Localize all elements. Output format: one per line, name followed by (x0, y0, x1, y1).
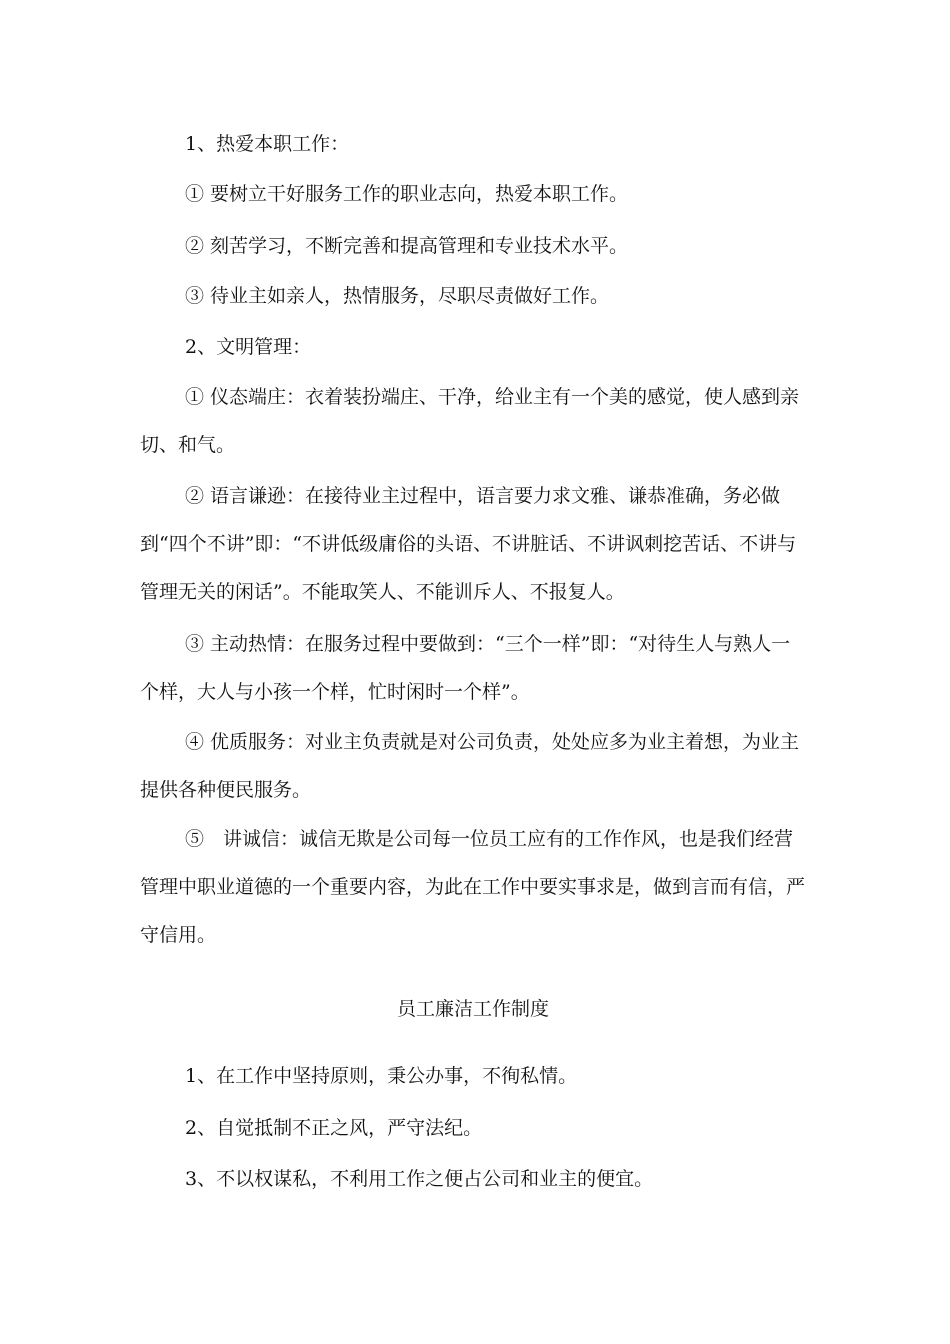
paragraph-integrity: ⑤ 讲诚信：诚信无欺是公司每一位员工应有的工作作风，也是我们经营管理中职业道德的一个重要内容，为此在工作中要实事求是，做到言而有信，严守信用。 (140, 828, 806, 946)
paragraph-2: ② 刻苦学习，不断完善和提高管理和专业技术水平。 (185, 235, 629, 257)
heading-civil-management: 2、文明管理： (185, 336, 312, 358)
paragraph-3: ③ 待业主如亲人，热情服务，尽职尽责做好工作。 (185, 285, 610, 307)
paragraph-quality-service: ④ 优质服务：对业主负责就是对公司负责，处处应多为业主着想，为业主提供各种便民服务。 (140, 731, 800, 801)
list-item: 2、自觉抵制不正之风，严守法纪。 (185, 1117, 483, 1139)
paragraph-enthusiasm: ③ 主动热情：在服务过程中要做到：“三个一样”即：“对待生人与熟人一个样，大人与小孩一个样，忙时闲时一个样”。 (140, 633, 791, 703)
paragraph-1: ① 要树立干好服务工作的职业志向，热爱本职工作。 (185, 183, 629, 205)
list-item: 3、不以权谋私，不利用工作之便占公司和业主的便宜。 (185, 1168, 654, 1190)
list-item: 1、在工作中坚持原则，秉公办事，不徇私情。 (185, 1065, 578, 1087)
paragraph-appearance: ① 仪态端庄：衣着装扮端庄、干净，给业主有一个美的感觉，使人感到亲切、和气。 (140, 386, 800, 456)
paragraph-language: ② 语言谦逊：在接待业主过程中，语言要力求文雅、谦恭准确，务必做到“四个不讲”即：“不讲低级庸俗的头语、不讲脏话、不讲讽刺挖苦话、不讲与管理无关的闲话”。不能取笑人、不能训斥人、不报复人。 (140, 485, 797, 603)
section-title: 员工廉洁工作制度 (396, 998, 549, 1020)
heading-love-work: 1、热爱本职工作： (185, 133, 350, 155)
